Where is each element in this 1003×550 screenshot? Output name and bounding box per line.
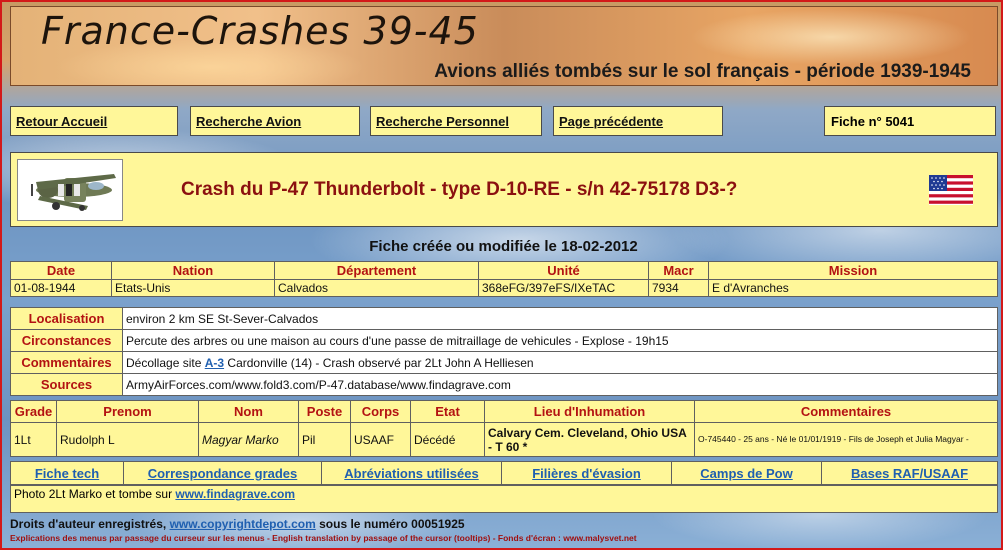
table-row — [11, 423, 998, 457]
crash-title-panel — [10, 152, 998, 227]
p47-aircraft-icon — [18, 160, 122, 220]
col-header-nom: Nom — [199, 401, 299, 423]
filieres-evasion-link[interactable]: Filières d'évasion — [502, 462, 672, 484]
photo-text: Photo 2Lt Marko et tombe sur — [14, 487, 176, 501]
col-header-macr: Macr — [649, 262, 709, 280]
search-person-label[interactable]: Recherche Personnel — [376, 113, 509, 129]
site-header — [10, 6, 998, 86]
search-person-button[interactable] — [370, 106, 542, 136]
cell-macr: 7934 — [649, 280, 709, 297]
copyright-post: sous le numéro 00051925 — [315, 517, 465, 531]
crew-table — [10, 400, 998, 457]
crash-summary-table — [10, 261, 998, 297]
cell-grade: 1Lt — [11, 423, 57, 457]
record-date: Fiche créée ou modifiée le 18-02-2012 — [369, 238, 638, 255]
abreviations-link[interactable]: Abréviations utilisées — [322, 462, 502, 484]
findagrave-link[interactable]: www.findagrave.com — [175, 487, 296, 501]
col-header-poste: Poste — [299, 401, 351, 423]
col-header-commentaires: Commentaires — [695, 401, 998, 423]
search-plane-button[interactable] — [190, 106, 360, 136]
previous-page-label[interactable]: Page précédente — [559, 113, 664, 129]
cell-nation: Etats-Unis — [112, 280, 275, 297]
copyright — [10, 517, 465, 531]
footer-note: Explications des menus par passage du curseur sur les menus - English translation by passage of the cursor (tooltips) - Fonds d'écran : www.malysvet.net — [10, 533, 637, 543]
localisation-label: Localisation — [11, 308, 123, 330]
cell-etat: Décédé — [411, 423, 485, 457]
col-header-date: Date — [11, 262, 112, 280]
col-header-lieu: Lieu d'Inhumation — [485, 401, 695, 423]
correspondance-grades-link[interactable]: Correspondance grades — [124, 462, 322, 484]
col-header-prenom: Prenom — [57, 401, 199, 423]
localisation-value: environ 2 km SE St-Sever-Calvados — [123, 308, 998, 330]
cell-nom: Magyar Marko — [199, 423, 299, 457]
sources-value: ArmyAirForces.com/www.fold3.com/P-47.database/www.findagrave.com — [123, 374, 998, 396]
col-header-department: Département — [275, 262, 479, 280]
copyrightdepot-link[interactable]: www.copyrightdepot.com — [169, 517, 316, 531]
aircraft-photo — [17, 159, 123, 221]
col-header-mission: Mission — [709, 262, 998, 280]
circonstances-value: Percute des arbres ou une maison au cours d'une passe de mitraillage de vehicules - Explose - 19h15 — [123, 330, 998, 352]
cell-date: 01-08-1944 — [11, 280, 112, 297]
home-button[interactable] — [10, 106, 178, 136]
col-header-etat: Etat — [411, 401, 485, 423]
commentaires-text-pre: Décollage site — [126, 355, 205, 370]
cell-mission: E d'Avranches — [709, 280, 998, 297]
circonstances-label: Circonstances — [11, 330, 123, 352]
cell-corps: USAAF — [351, 423, 411, 457]
cell-department: Calvados — [275, 280, 479, 297]
usa-flag-icon — [929, 175, 973, 205]
cell-prenom: Rudolph L — [57, 423, 199, 457]
cell-commentaires: O-745440 - 25 ans - Né le 01/01/1919 - Fils de Joseph et Julia Magyar - — [695, 423, 998, 457]
cell-unit: 368eFG/397eFS/IXeTAC — [479, 280, 649, 297]
site-title: France-Crashes 39-45 — [41, 9, 479, 53]
site-subtitle: Avions alliés tombés sur le sol français - période 1939-1945 — [434, 61, 971, 82]
col-header-corps: Corps — [351, 401, 411, 423]
fiche-tech-link[interactable]: Fiche tech — [11, 462, 124, 484]
links-bar — [10, 461, 998, 485]
home-button-label[interactable]: Retour Accueil — [16, 113, 108, 129]
previous-page-button[interactable] — [553, 106, 723, 136]
cell-poste: Pil — [299, 423, 351, 457]
crash-title: Crash du P-47 Thunderbolt - type D-10-RE - s/n 42-75178 D3-? — [181, 179, 738, 200]
commentaires-text-post: Cardonville (14) - Crash observé par 2Lt John A Helliesen — [224, 355, 534, 370]
commentaires-label: Commentaires — [11, 352, 123, 374]
camps-pow-link[interactable]: Camps de Pow — [672, 462, 822, 484]
bases-raf-usaaf-link[interactable]: Bases RAF/USAAF — [850, 465, 969, 481]
col-header-grade: Grade — [11, 401, 57, 423]
crash-details-table — [10, 307, 998, 396]
commentaires-value — [123, 352, 998, 374]
sources-label: Sources — [11, 374, 123, 396]
col-header-unit: Unité — [479, 262, 649, 280]
cell-lieu: Calvary Cem. Cleveland, Ohio USA - T 60 * — [485, 423, 695, 457]
site-a3-link[interactable]: A-3 — [204, 355, 225, 370]
col-header-nation: Nation — [112, 262, 275, 280]
search-plane-label[interactable]: Recherche Avion — [196, 113, 302, 129]
photo-panel — [10, 485, 998, 513]
record-number: Fiche n° 5041 — [824, 106, 996, 136]
copyright-pre: Droits d'auteur enregistrés, — [10, 517, 170, 531]
